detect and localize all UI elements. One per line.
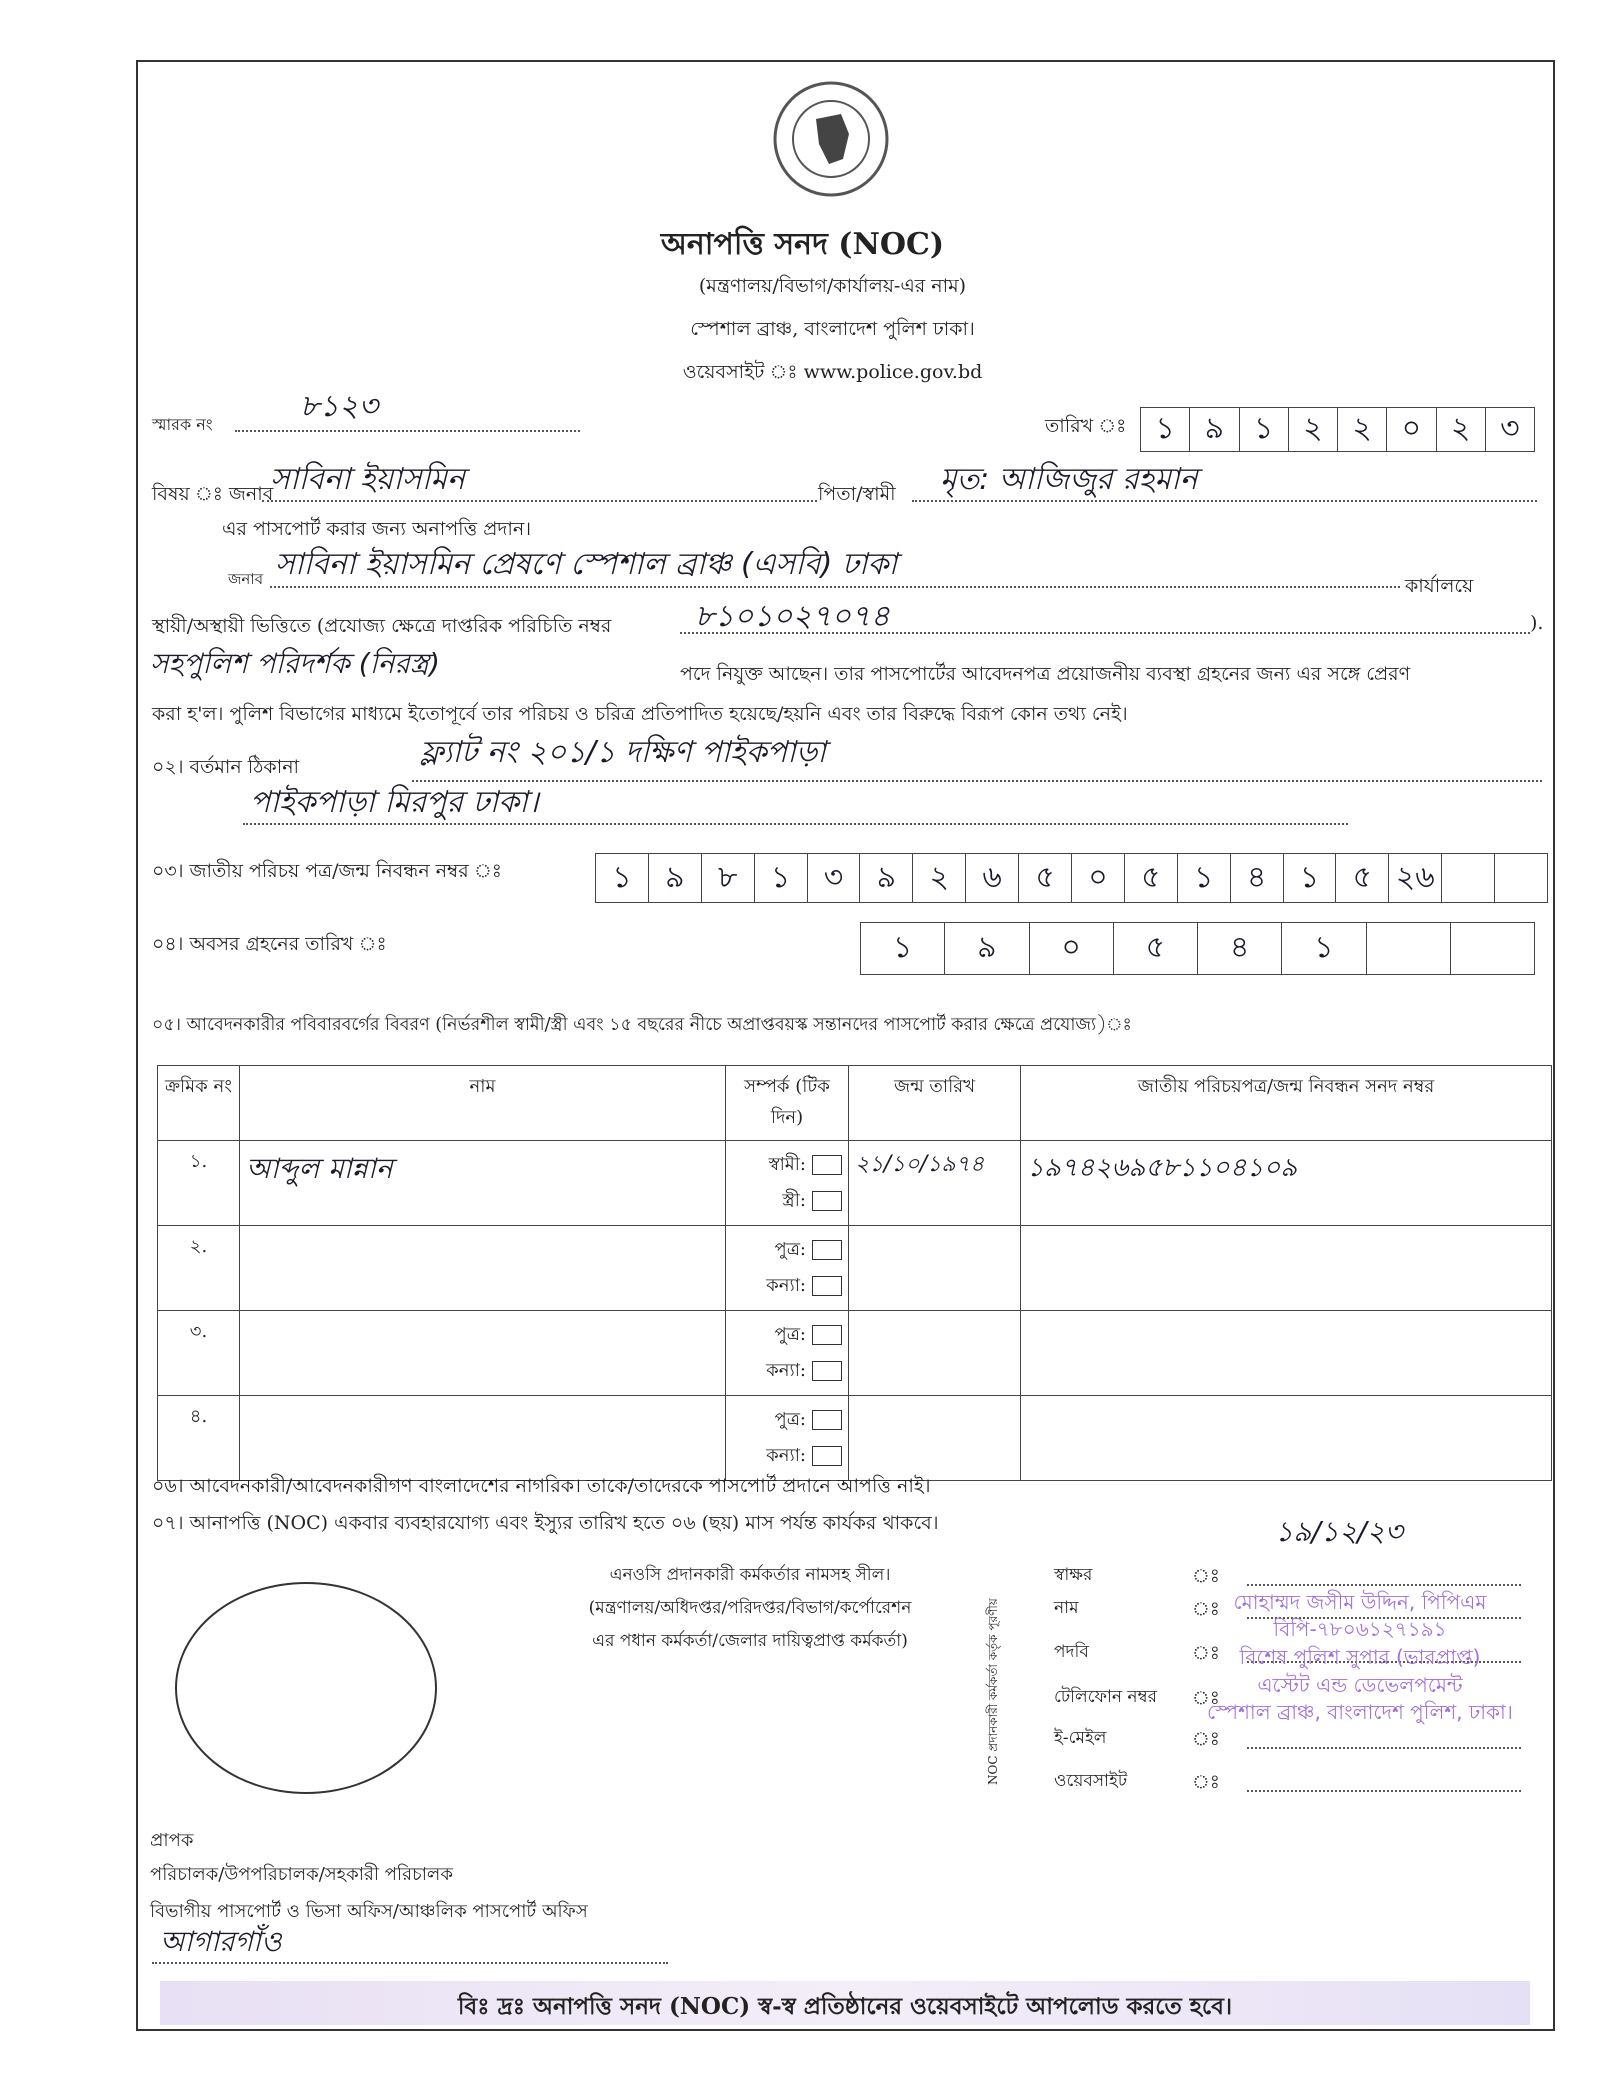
website: ওয়েবসাইট ঃ www.police.gov.bd bbox=[682, 361, 983, 383]
member-name bbox=[240, 1311, 726, 1396]
table-row bbox=[158, 1311, 1552, 1396]
relation-label: স্ত্রী: bbox=[782, 1190, 806, 1211]
relation-option-1[interactable] bbox=[732, 1147, 842, 1183]
seal-vertical-text: NOC প্রদানকারী কর্মকর্তা কর্তৃক পূরণীয় bbox=[986, 1598, 1000, 1785]
digit-box: ২ bbox=[1437, 408, 1486, 451]
officer-stamp-line: মোহাম্মদ জসীম উদ্দিন, পিপিএম bbox=[1233, 1590, 1487, 1614]
checkbox[interactable] bbox=[812, 1361, 842, 1381]
relation-option-2[interactable] bbox=[732, 1353, 842, 1389]
memo-value: ৮১২৩ bbox=[300, 389, 378, 424]
relation-option-1[interactable] bbox=[732, 1402, 842, 1438]
applicant-name: সাবিনা ইয়াসমিন bbox=[270, 462, 465, 497]
father-name: মৃত: আজিজুর রহমান bbox=[940, 462, 1198, 497]
digit-box: ১ bbox=[861, 923, 945, 974]
seal-line1: এনওসি প্রদানকারী কর্মকর্তার নামসহ সীল। bbox=[609, 1565, 891, 1585]
digit-box bbox=[1451, 923, 1534, 974]
perm-label: স্থায়ী/অস্থায়ী ভিত্তিতে (প্রযোজ্য ক্ষেত্রে দাপ্তরিক পরিচিতি নম্বর bbox=[152, 615, 612, 637]
office-value: সাবিনা ইয়াসমিন প্রেষণে স্পেশাল ব্রাঞ্চ (এসবি) ঢাকা bbox=[275, 547, 898, 582]
recipient-value: আগারগাঁও bbox=[160, 1925, 282, 1958]
member-nid: ১৯৭৪২৬৯৫৮১১০৪১০৯ bbox=[1021, 1141, 1552, 1226]
digit-box: ৪ bbox=[1198, 923, 1282, 974]
officer-stamp-line: স্পেশাল ব্রাঞ্চ, বাংলাদেশ পুলিশ, ঢাকা। bbox=[1207, 1700, 1513, 1724]
checkbox[interactable] bbox=[812, 1155, 842, 1175]
digit-box: ১ bbox=[1141, 408, 1190, 451]
recipient-line1: পরিচালক/উপপরিচালক/সহকারী পরিচালক bbox=[150, 1864, 453, 1885]
janab-label: জনাব bbox=[228, 570, 264, 588]
memo-label: স্মারক নং bbox=[152, 415, 213, 434]
member-dob bbox=[849, 1311, 1021, 1396]
relation-label: পুত্র: bbox=[774, 1409, 806, 1430]
officer-label: টেলিফোন নম্বর bbox=[1054, 1687, 1157, 1707]
retirement-boxes bbox=[860, 922, 1535, 975]
clause-07: ০৭। আনাপত্তি (NOC) একবার ব্যবহারযোগ্য এবং ইস্যুর তারিখ হতে ০৬ (ছয়) মাস পর্যন্ত কার্যকর থাকবে। bbox=[152, 1512, 939, 1534]
member-name bbox=[240, 1226, 726, 1311]
digit-box: ৩ bbox=[1500, 411, 1520, 446]
digit-box: ৬ bbox=[966, 854, 1019, 902]
digit-box: ৫ bbox=[1125, 854, 1178, 902]
member-nid bbox=[1021, 1226, 1552, 1311]
digit-box: ১ bbox=[1240, 408, 1289, 451]
footer-note: বিঃ দ্রঃ অনাপত্তি সনদ (NOC) স্ব-স্ব প্রতিষ্ঠানের ওয়েবসাইটে আপলোড করতে হবে। bbox=[457, 1993, 1233, 2020]
member-nid bbox=[1021, 1311, 1552, 1396]
checkbox[interactable] bbox=[812, 1325, 842, 1345]
relation-label: কন্যা: bbox=[766, 1360, 806, 1381]
relation-option-1[interactable] bbox=[732, 1317, 842, 1353]
header-dob: জন্ম তারিখ bbox=[849, 1066, 1021, 1141]
father-label: পিতা/স্বামী bbox=[818, 483, 896, 505]
officer-label: পদবি bbox=[1054, 1642, 1089, 1662]
office-name: স্পেশাল ব্রাঞ্চ, বাংলাদেশ পুলিশ ঢাকা। bbox=[690, 318, 975, 340]
checkbox[interactable] bbox=[812, 1276, 842, 1296]
address-line2: পাইকপাড়া মিরপুর ঢাকা। bbox=[250, 785, 539, 820]
signature-date: ১৯/১২/২৩ bbox=[1275, 1515, 1403, 1548]
seal-line3: এর পধান কর্মকর্তা/জেলার দায়িত্বপ্রাপ্ত কর্মকর্তা) bbox=[592, 1631, 908, 1651]
perm-value: ৮১০১০২৭০৭৪ bbox=[695, 599, 890, 634]
digit-box: ১ bbox=[1284, 854, 1337, 902]
relation-label: কন্যা: bbox=[766, 1275, 806, 1296]
member-dob bbox=[849, 1396, 1021, 1481]
relation-option-2[interactable] bbox=[732, 1183, 842, 1219]
serial: ৩. bbox=[158, 1311, 240, 1396]
subject-label: বিষয় ঃ জনাব bbox=[152, 483, 274, 505]
relation-option-2[interactable] bbox=[732, 1268, 842, 1304]
member-name: আব্দুল মান্নান bbox=[240, 1141, 726, 1226]
header-relation: সম্পর্ক (টিক দিন) bbox=[726, 1066, 849, 1141]
digit-box: ০ bbox=[1387, 408, 1436, 451]
digit-box: ৮ bbox=[702, 854, 755, 902]
subject-line: এর পাসপোর্ট করার জন্য অনাপত্তি প্রদান। bbox=[222, 518, 532, 540]
digit-box: ২ bbox=[1338, 408, 1387, 451]
date-boxes bbox=[1140, 407, 1535, 452]
relation-label: স্বামী: bbox=[768, 1154, 806, 1175]
retirement-label: ০৪। অবসর গ্রহনের তারিখ ঃ bbox=[152, 933, 387, 955]
digit-box: ০ bbox=[1072, 854, 1125, 902]
table-row bbox=[158, 1226, 1552, 1311]
serial: ১. bbox=[158, 1141, 240, 1226]
digit-box: ৯ bbox=[1190, 408, 1239, 451]
digit-box: ৩ bbox=[808, 854, 861, 902]
digit-box: ১ bbox=[1282, 923, 1366, 974]
digit-box: ১ bbox=[755, 854, 808, 902]
digit-box: ৪ bbox=[1231, 854, 1284, 902]
officer-stamp-line: এস্টেট এন্ড ডেভেলপমেন্ট bbox=[1257, 1673, 1463, 1697]
digit-box: ৯ bbox=[860, 854, 913, 902]
government-emblem bbox=[771, 79, 891, 199]
officer-label: স্বাক্ষর bbox=[1054, 1565, 1093, 1585]
body-line-b: করা হ'ল। পুলিশ বিভাগের মাধ্যমে ইতোপূর্বে তার পরিচয় ও চরিত্র প্রতিপাদিত হয়েছে/হয়নি এবং তার বিরুদ্ধে বিরূপ কোন তথ্য নেই। bbox=[152, 703, 1128, 725]
officer-label: ই-মেইল bbox=[1054, 1728, 1107, 1748]
recipient-line2: বিভাগীয় পাসপোর্ট ও ভিসা অফিস/আঞ্চলিক পাসপোর্ট অফিস bbox=[150, 1901, 588, 1922]
digit-box: ২ bbox=[913, 854, 966, 902]
family-table bbox=[157, 1065, 1552, 1481]
body-line-a: পদে নিযুক্ত আছেন। তার পাসপোর্টের আবেদনপত্র প্রয়োজনীয় ব্যবস্থা গ্রহনের জন্য এর সঙ্গে প্রেরণ bbox=[680, 663, 1411, 685]
relation-option-1[interactable] bbox=[732, 1232, 842, 1268]
recipient-label: প্রাপক bbox=[150, 1830, 194, 1851]
officer-stamp-line: বিপি-৭৮০৬১২৭১৯১ bbox=[1273, 1617, 1447, 1641]
checkbox[interactable] bbox=[812, 1191, 842, 1211]
officer-label: নাম bbox=[1054, 1598, 1079, 1618]
digit-box: ০ bbox=[1030, 923, 1114, 974]
officer-label: ওয়েবসাইট bbox=[1054, 1771, 1128, 1791]
table-row bbox=[158, 1141, 1552, 1226]
checkbox[interactable] bbox=[812, 1240, 842, 1260]
relation-label: পুত্র: bbox=[774, 1239, 806, 1260]
office-suffix: কার্যালয়ে bbox=[1405, 575, 1474, 597]
post-value: সহপুলিশ পরিদর্শক (নিরস্ত্র) bbox=[150, 647, 440, 680]
digit-box: ৯ bbox=[649, 854, 702, 902]
seal-line2: (মন্ত্রণালয়/অধিদপ্তর/পরিদপ্তর/বিভাগ/কর্পোরেশন bbox=[588, 1598, 912, 1618]
digit-box: ১ bbox=[596, 854, 649, 902]
clause-06: ০৬। আবেদনকারী/আবেদনকারীগণ বাংলাদেশের নাগরিক। তাকে/তাদেরকে পাসপোর্ট প্রদানে আপত্তি নাই। bbox=[152, 1475, 931, 1497]
table-row bbox=[158, 1396, 1552, 1481]
digit-box: ২ bbox=[1289, 408, 1338, 451]
digit-box bbox=[1367, 923, 1451, 974]
digit-box: ৫ bbox=[1114, 923, 1198, 974]
relation-option-2[interactable] bbox=[732, 1438, 842, 1474]
checkbox[interactable] bbox=[812, 1446, 842, 1466]
subtitle: (মন্ত্রণালয়/বিভাগ/কার্যালয়-এর নাম) bbox=[698, 275, 967, 297]
member-nid bbox=[1021, 1396, 1552, 1481]
nid-label: ০৩। জাতীয় পরিচয় পত্র/জন্ম নিবন্ধন নম্বর ঃ bbox=[152, 860, 502, 882]
officer-stamp-line: বিশেষ পুলিশ সুপার (ভারপ্রাপ্ত) bbox=[1239, 1645, 1481, 1669]
address-line1: ফ্ল্যাট নং ২০১/১ দক্ষিণ পাইকপাড়া bbox=[420, 735, 826, 770]
date-label: তারিখ ঃ bbox=[1045, 415, 1127, 437]
nid-boxes bbox=[595, 853, 1548, 903]
page-title: অনাপত্তি সনদ (NOC) bbox=[660, 227, 945, 262]
serial: ২. bbox=[158, 1226, 240, 1311]
checkbox[interactable] bbox=[812, 1410, 842, 1430]
digit-box: ৫ bbox=[1019, 854, 1072, 902]
relation-label: কন্যা: bbox=[766, 1445, 806, 1466]
member-name bbox=[240, 1396, 726, 1481]
digit-box: ২৬ bbox=[1389, 854, 1442, 902]
digit-box bbox=[1442, 854, 1495, 902]
member-dob: ২১/১০/১৯৭৪ bbox=[849, 1141, 1021, 1226]
address-label: ০২। বর্তমান ঠিকানা bbox=[152, 756, 300, 778]
perm-end: ). bbox=[1530, 612, 1544, 634]
header-nid: জাতীয় পরিচয়পত্র/জন্ম নিবন্ধন সনদ নম্বর bbox=[1021, 1066, 1552, 1141]
relation-label: পুত্র: bbox=[774, 1324, 806, 1345]
digit-box: ৫ bbox=[1336, 854, 1389, 902]
digit-box bbox=[1495, 854, 1547, 902]
seal-circle bbox=[175, 1582, 437, 1794]
family-label: ০৫। আবেদনকারীর পবিবারবর্গের বিবরণ (নির্ভরশীল স্বামী/স্ত্রী এবং ১৫ বছরের নীচে অপ্রাপ্তবয়স্ক সন্তানদের পাসপোর্ট করার ক্ষেত্রে প্রযোজ্য)ঃ bbox=[152, 1015, 1132, 1035]
header-name: নাম bbox=[240, 1066, 726, 1141]
member-dob bbox=[849, 1226, 1021, 1311]
header-serial: ক্রমিক নং bbox=[158, 1066, 240, 1141]
digit-box: ১ bbox=[1178, 854, 1231, 902]
digit-box: ৯ bbox=[945, 923, 1029, 974]
serial: ৪. bbox=[158, 1396, 240, 1481]
